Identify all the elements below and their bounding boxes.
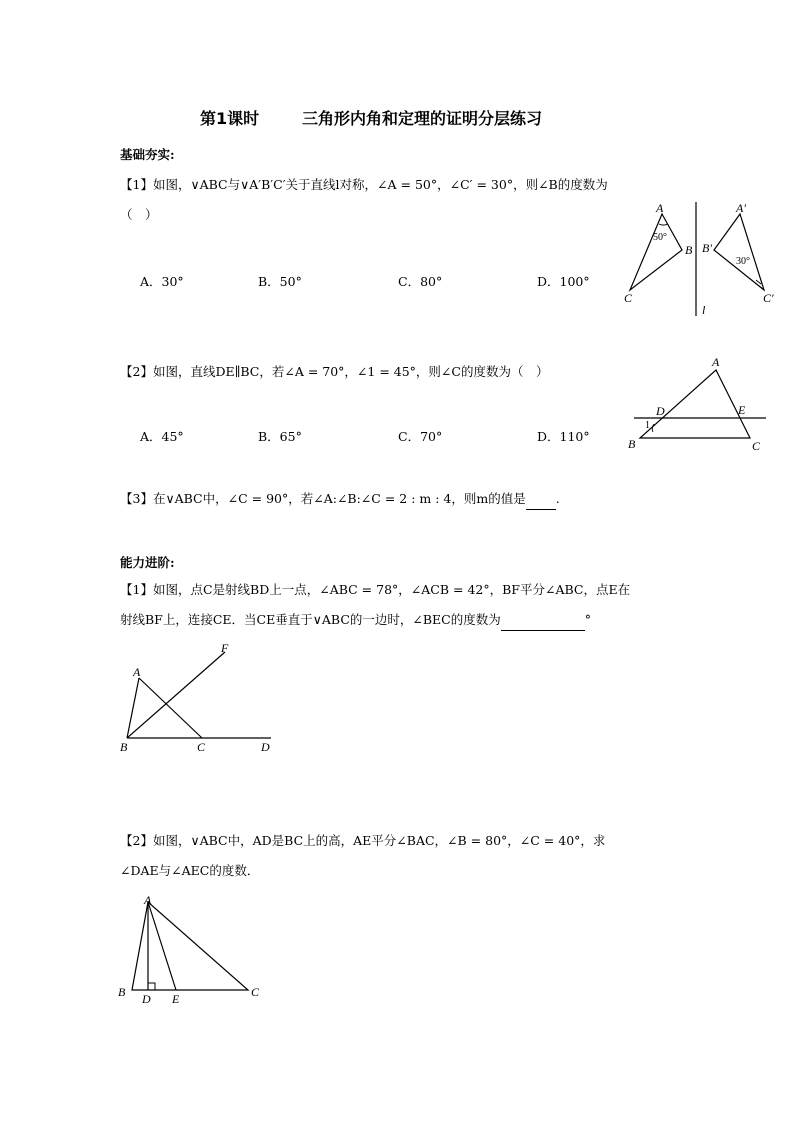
option-basic-2-c: C．70° xyxy=(398,429,443,444)
question-advanced-2-line1: 【2】如图，∨ABC中，AD是BC上的高，AE平分∠BAC，∠B = 80°，∠C = 40°，求 xyxy=(120,833,606,848)
figure-advanced-2-altitude-bisector xyxy=(112,890,272,1008)
label-f: F xyxy=(221,641,229,655)
option-basic-2-d: D．110° xyxy=(537,429,590,444)
segment-ac xyxy=(139,678,202,738)
figure-basic-2-parallel-lines xyxy=(624,352,770,454)
label-c: C xyxy=(624,291,633,305)
question-advanced-2-line2: ∠DAE与∠AEC的度数． xyxy=(120,863,260,878)
label-b: B xyxy=(118,985,126,999)
question-basic-3-text: 【3】在∨ABC中，∠C = 90°，若∠A:∠B:∠C = 2 : m : 4，则m的值是 xyxy=(120,491,526,506)
question-advanced-1-line1: 【1】如图，点C是射线BD上一点，∠ABC = 78°，∠ACB = 42°，BF平分∠ABC，点E在 xyxy=(120,582,631,597)
label-b: B xyxy=(120,740,128,754)
ray-bf xyxy=(127,652,225,738)
triangle-abc xyxy=(630,214,682,290)
option-basic-1-b: B．50° xyxy=(258,274,302,289)
question-basic-3-end: . xyxy=(555,491,560,506)
answer-blank[interactable] xyxy=(501,610,585,631)
label-c-prime: C′ xyxy=(763,291,774,305)
label-a: A xyxy=(133,665,141,679)
label-d: D xyxy=(656,404,665,418)
option-basic-1-d: D．100° xyxy=(537,274,590,289)
label-line-l: l xyxy=(702,303,706,317)
option-basic-1-c: C．80° xyxy=(398,274,443,289)
section-basic-heading: 基础夯实: xyxy=(120,147,175,162)
label-e: E xyxy=(738,403,746,417)
section-advanced-heading: 能力进阶: xyxy=(120,555,175,570)
option-basic-2-a: A．45° xyxy=(140,429,184,444)
question-basic-2-text: 【2】如图，直线DE∥BC，若∠A = 70°，∠1 = 45°，则∠C的度数为（ ） xyxy=(120,364,549,379)
label-a: A xyxy=(656,201,664,215)
angle-c2-mark xyxy=(756,280,761,284)
triangle-a2b2c2 xyxy=(714,214,764,290)
label-a-prime: A′ xyxy=(736,201,746,215)
figure-basic-1-symmetric-triangles xyxy=(620,198,784,322)
label-c: C xyxy=(197,740,206,754)
label-angle-30: 30° xyxy=(736,256,750,267)
angle-a-arc xyxy=(659,224,668,225)
question-advanced-1-end: ° xyxy=(584,612,591,627)
question-basic-1-paren: （ ） xyxy=(120,207,158,222)
label-d: D xyxy=(261,740,270,754)
answer-blank[interactable] xyxy=(526,489,556,510)
label-d: D xyxy=(142,992,151,1006)
question-advanced-1-line2 xyxy=(120,610,591,631)
figure-advanced-1-ray-bisector xyxy=(115,640,280,758)
label-b: B xyxy=(685,243,693,257)
label-e: E xyxy=(172,992,180,1006)
option-basic-2-b: B．65° xyxy=(258,429,302,444)
label-angle-1: 1 xyxy=(645,420,650,431)
question-basic-3 xyxy=(120,489,560,510)
option-basic-1-a: A．30° xyxy=(140,274,184,289)
question-basic-1-text: 【1】如图，∨ABC与∨A′B′C′关于直线l对称，∠A = 50°，∠C′ = 30°，则∠B的度数为 xyxy=(120,177,608,192)
triangle-abc xyxy=(132,902,248,990)
label-a: A xyxy=(144,893,152,907)
label-a: A xyxy=(712,355,720,369)
label-c: C xyxy=(752,439,761,453)
label-b: B xyxy=(628,437,636,451)
lesson-label: 第1课时 xyxy=(200,109,260,128)
question-advanced-1-text: 射线BF上，连接CE．当CE垂直于∨ABC的一边时，∠BEC的度数为 xyxy=(120,612,501,627)
label-angle-50: 50° xyxy=(653,232,667,243)
label-c: C xyxy=(251,985,260,999)
right-angle-mark xyxy=(148,983,155,990)
bisector-ae xyxy=(148,902,176,990)
page-title: 三角形内角和定理的证明分层练习 xyxy=(302,109,543,128)
label-b-prime: B′ xyxy=(702,241,712,255)
